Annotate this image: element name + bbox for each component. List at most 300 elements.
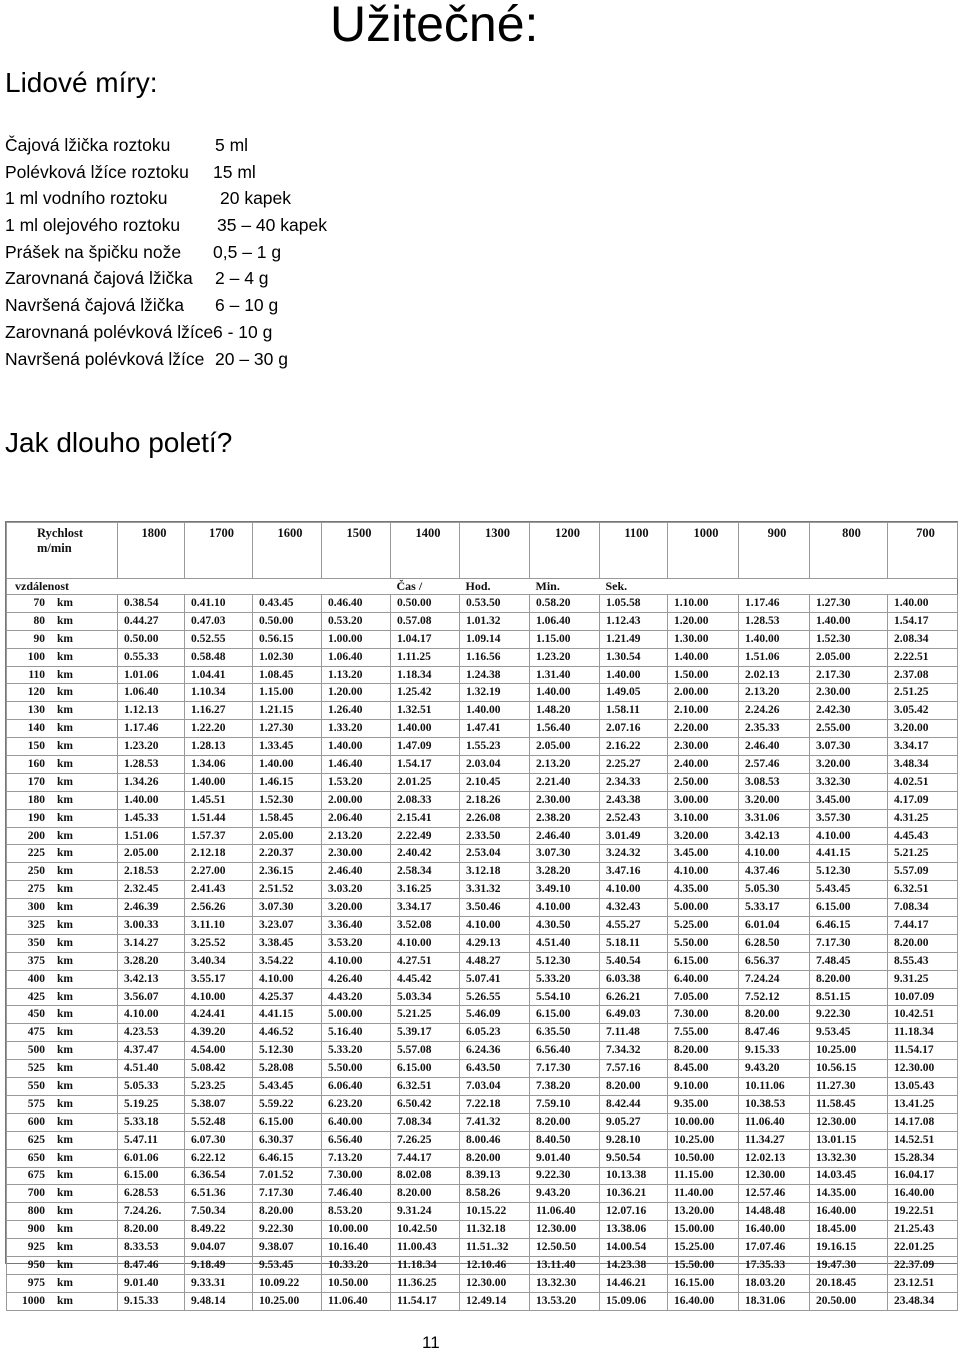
time-cell: 3.42.13	[118, 970, 185, 988]
distance-cell	[7, 952, 118, 970]
time-cell: 7.17.30	[253, 1185, 322, 1203]
time-cell: 8.47.46	[739, 1024, 810, 1042]
time-cell: 8.20.00	[391, 1185, 460, 1203]
distance-unit: km	[57, 1223, 73, 1236]
distance-cell	[7, 1024, 118, 1042]
time-cell: 6.23.20	[322, 1095, 391, 1113]
time-cell: 11.06.40	[322, 1292, 391, 1310]
time-cell: 2.38.20	[530, 809, 600, 827]
time-cell: 5.23.25	[185, 1078, 253, 1096]
table-row	[7, 1060, 958, 1078]
time-cell: 9.33.31	[185, 1274, 253, 1292]
time-cell: 19.16.15	[810, 1239, 888, 1257]
table-row	[7, 917, 958, 935]
time-cell: 12.30.00	[530, 1221, 600, 1239]
time-cell: 2.53.04	[460, 845, 530, 863]
time-cell: 5.47.11	[118, 1131, 185, 1149]
measure-row	[5, 346, 288, 373]
time-cell: 3.48.34	[888, 756, 958, 774]
time-cell: 15.00.00	[668, 1221, 739, 1239]
distance-cell	[7, 988, 118, 1006]
time-cell: 2.10.45	[460, 773, 530, 791]
time-cell: 3.20.00	[888, 720, 958, 738]
distance-unit: km	[57, 740, 73, 753]
time-cell: 1.58.11	[600, 702, 668, 720]
table-row	[7, 1274, 958, 1292]
time-cell: 10.07.09	[888, 988, 958, 1006]
time-cell: 4.10.00	[810, 827, 888, 845]
time-cell: 2.27.00	[185, 863, 253, 881]
time-cell: 16.40.00	[888, 1185, 958, 1203]
distance-value: 425	[27, 990, 45, 1003]
distance-value: 675	[27, 1169, 45, 1182]
time-cell: 5.52.48	[185, 1113, 253, 1131]
table-row	[7, 1239, 958, 1257]
distance-cell	[7, 899, 118, 917]
time-cell: 2.05.00	[810, 648, 888, 666]
distance-cell	[7, 630, 118, 648]
time-cell: 5.43.45	[810, 881, 888, 899]
time-cell: 9.01.40	[530, 1149, 600, 1167]
time-cell: 2.32.45	[118, 881, 185, 899]
time-cell: 1.02.30	[253, 648, 322, 666]
time-cell: 4.32.43	[600, 899, 668, 917]
time-cell: 2.52.43	[600, 809, 668, 827]
time-cell: 15.50.00	[668, 1256, 739, 1274]
measure-label: 1 ml vodního roztoku	[5, 188, 168, 209]
distance-value: 250	[27, 865, 45, 878]
distance-value: 375	[27, 954, 45, 967]
distance-value: 110	[28, 668, 45, 681]
time-cell: 9.43.20	[739, 1060, 810, 1078]
distance-unit: km	[57, 722, 73, 735]
distance-value: 550	[27, 1079, 45, 1092]
distance-unit: km	[57, 704, 73, 717]
time-cell: 3.53.20	[322, 934, 391, 952]
time-cell: 5.05.33	[118, 1078, 185, 1096]
distance-value: 80	[33, 614, 45, 627]
time-cell: 10.38.53	[739, 1095, 810, 1113]
time-cell: 1.04.17	[391, 630, 460, 648]
measure-row	[5, 212, 327, 239]
time-cell: 4.23.53	[118, 1024, 185, 1042]
time-cell: 8.40.50	[530, 1131, 600, 1149]
time-cell: 6.22.12	[185, 1149, 253, 1167]
distance-unit: km	[57, 1115, 73, 1128]
time-cell: 6.26.21	[600, 988, 668, 1006]
time-cell: 1.54.17	[391, 756, 460, 774]
time-cell: 4.51.40	[530, 934, 600, 952]
time-cell: 10.09.22	[253, 1274, 322, 1292]
time-cell: 11.06.40	[739, 1113, 810, 1131]
time-cell: 4.51.40	[118, 1060, 185, 1078]
time-cell: 1.06.40	[322, 648, 391, 666]
time-cell: 12.10.46	[460, 1256, 530, 1274]
time-cell: 7.55.00	[668, 1024, 739, 1042]
time-cell: 17.35.33	[739, 1256, 810, 1274]
time-cell: 7.01.52	[253, 1167, 322, 1185]
time-cell: 7.08.34	[888, 899, 958, 917]
time-cell: 2.40.00	[668, 756, 739, 774]
table-row	[7, 881, 958, 899]
time-cell: 2.13.20	[322, 827, 391, 845]
time-cell: 5.54.10	[530, 988, 600, 1006]
distance-value: 275	[27, 883, 45, 896]
time-cell: 8.20.00	[253, 1203, 322, 1221]
table-row	[7, 1078, 958, 1096]
time-cell: 5.25.00	[668, 917, 739, 935]
distance-cell	[7, 756, 118, 774]
distance-unit: km	[57, 1008, 73, 1021]
time-cell: 5.03.34	[391, 988, 460, 1006]
time-cell: 1.11.25	[391, 648, 460, 666]
time-cell: 4.46.52	[253, 1024, 322, 1042]
time-cell: 2.50.00	[668, 773, 739, 791]
distance-cell	[7, 934, 118, 952]
time-cell: 5.12.30	[530, 952, 600, 970]
time-cell: 3.07.30	[530, 845, 600, 863]
distance-value: 350	[27, 936, 45, 949]
time-cell: 1.27.30	[253, 720, 322, 738]
time-cell: 1.20.00	[322, 684, 391, 702]
speed-column-header: 800	[810, 523, 888, 579]
time-cell: 6.05.23	[460, 1024, 530, 1042]
time-cell: 2.22.49	[391, 827, 460, 845]
time-cell: 2.30.00	[530, 791, 600, 809]
min-header: Min.	[530, 579, 600, 595]
table-row	[7, 666, 958, 684]
time-cell: 2.05.00	[253, 827, 322, 845]
time-cell: 10.42.51	[888, 1006, 958, 1024]
time-cell: 7.17.30	[530, 1060, 600, 1078]
table-row	[7, 720, 958, 738]
time-cell: 3.32.30	[810, 773, 888, 791]
table-row	[7, 1113, 958, 1131]
time-cell: 0.44.27	[118, 612, 185, 630]
time-cell: 3.47.16	[600, 863, 668, 881]
time-cell: 2.51.52	[253, 881, 322, 899]
time-cell: 16.15.00	[668, 1274, 739, 1292]
time-cell: 1.16.56	[460, 648, 530, 666]
time-cell: 4.41.15	[810, 845, 888, 863]
time-cell: 1.05.58	[600, 595, 668, 613]
distance-value: 525	[27, 1062, 45, 1075]
measure-value: 6 - 10 g	[213, 321, 273, 342]
distance-cell	[7, 1060, 118, 1078]
time-cell: 3.45.00	[668, 845, 739, 863]
time-cell: 1.40.00	[460, 702, 530, 720]
time-cell: 2.13.20	[739, 684, 810, 702]
distance-value: 900	[27, 1223, 45, 1236]
time-cell: 2.56.26	[185, 899, 253, 917]
measure-value: 6 – 10 g	[215, 295, 279, 316]
time-cell: 10.11.06	[739, 1078, 810, 1096]
distance-cell	[7, 809, 118, 827]
time-cell: 1.57.37	[185, 827, 253, 845]
time-cell: 8.58.26	[460, 1185, 530, 1203]
time-cell: 2.05.00	[118, 845, 185, 863]
time-cell: 0.53.50	[460, 595, 530, 613]
time-cell: 3.56.07	[118, 988, 185, 1006]
time-cell: 2.12.18	[185, 845, 253, 863]
time-cell: 2.01.25	[391, 773, 460, 791]
time-cell: 9.10.00	[668, 1078, 739, 1096]
time-cell: 8.02.08	[391, 1167, 460, 1185]
time-cell: 4.37.47	[118, 1042, 185, 1060]
table-row	[7, 612, 958, 630]
time-cell: 1.52.30	[253, 791, 322, 809]
time-cell: 5.33.17	[739, 899, 810, 917]
time-cell: 1.15.00	[530, 630, 600, 648]
time-cell: 11.36.25	[391, 1274, 460, 1292]
time-cell: 1.46.15	[253, 773, 322, 791]
time-cell: 3.20.00	[739, 791, 810, 809]
time-cell: 2.55.00	[810, 720, 888, 738]
distance-cell	[7, 666, 118, 684]
time-cell: 1.40.00	[322, 738, 391, 756]
time-cell: 1.12.13	[118, 702, 185, 720]
time-cell: 2.40.42	[391, 845, 460, 863]
distance-unit: km	[57, 883, 73, 896]
time-cell: 7.08.34	[391, 1113, 460, 1131]
time-cell: 2.37.08	[888, 666, 958, 684]
time-cell: 4.45.42	[391, 970, 460, 988]
time-cell: 2.35.33	[739, 720, 810, 738]
table-row	[7, 1203, 958, 1221]
time-cell: 12.02.13	[739, 1149, 810, 1167]
time-cell: 13.38.06	[600, 1221, 668, 1239]
measure-value: 35 – 40 kapek	[217, 215, 327, 236]
time-cell: 10.15.22	[460, 1203, 530, 1221]
time-cell: 5.33.20	[530, 970, 600, 988]
time-cell: 2.02.13	[739, 666, 810, 684]
time-cell: 1.40.00	[668, 648, 739, 666]
time-cell: 18.31.06	[739, 1292, 810, 1310]
measure-row	[5, 132, 249, 159]
time-cell: 3.49.10	[530, 881, 600, 899]
time-cell: 21.25.43	[888, 1221, 958, 1239]
time-cell: 5.28.08	[253, 1060, 322, 1078]
time-cell: 4.10.00	[668, 863, 739, 881]
distance-unit: km	[57, 596, 73, 609]
time-cell: 0.50.00	[118, 630, 185, 648]
time-cell: 5.26.55	[460, 988, 530, 1006]
time-cell: 16.40.00	[810, 1203, 888, 1221]
distance-unit: km	[57, 918, 73, 931]
time-cell: 1.09.14	[460, 630, 530, 648]
time-cell: 8.20.00	[739, 1006, 810, 1024]
time-cell: 9.43.20	[530, 1185, 600, 1203]
time-cell: 12.30.00	[888, 1060, 958, 1078]
time-cell: 1.49.05	[600, 684, 668, 702]
time-cell: 11.06.40	[530, 1203, 600, 1221]
time-cell: 1.23.20	[530, 648, 600, 666]
time-cell: 1.22.20	[185, 720, 253, 738]
time-cell: 3.00.00	[668, 791, 739, 809]
time-cell: 5.12.30	[810, 863, 888, 881]
time-cell: 6.06.40	[322, 1078, 391, 1096]
time-cell: 12.30.00	[739, 1167, 810, 1185]
table-row	[7, 684, 958, 702]
distance-value: 975	[27, 1276, 45, 1289]
time-cell: 3.25.52	[185, 934, 253, 952]
measure-row	[5, 159, 256, 186]
measure-label: Čajová lžička roztoku	[5, 135, 171, 155]
time-cell: 6.56.37	[739, 952, 810, 970]
time-cell: 6.03.38	[600, 970, 668, 988]
distance-value: 950	[27, 1258, 45, 1271]
time-cell: 8.20.00	[600, 1078, 668, 1096]
time-cell: 6.43.50	[460, 1060, 530, 1078]
distance-unit: km	[57, 1241, 73, 1253]
measure-row	[5, 265, 269, 292]
time-cell: 1.51.06	[118, 827, 185, 845]
time-cell: 4.10.00	[253, 970, 322, 988]
time-cell: 3.07.30	[253, 899, 322, 917]
time-cell: 7.30.00	[322, 1167, 391, 1185]
time-cell: 18.03.20	[739, 1274, 810, 1292]
time-cell: 1.33.20	[322, 720, 391, 738]
table-row	[7, 791, 958, 809]
time-cell: 1.40.00	[118, 791, 185, 809]
measure-value: 20 – 30 g	[215, 348, 288, 369]
distance-unit: km	[57, 793, 73, 806]
time-cell: 22.01.25	[888, 1239, 958, 1257]
measure-value: 20 kapek	[220, 188, 292, 209]
time-cell: 3.36.40	[322, 917, 391, 935]
time-cell: 9.15.33	[739, 1042, 810, 1060]
time-cell: 7.44.17	[888, 917, 958, 935]
table-row	[7, 1292, 958, 1310]
time-cell: 4.55.27	[600, 917, 668, 935]
time-cell: 5.12.30	[253, 1042, 322, 1060]
distance-cell	[7, 738, 118, 756]
time-cell: 7.11.48	[600, 1024, 668, 1042]
section-heading-flight-time: Jak dlouho poletí?	[5, 427, 233, 458]
time-cell: 7.48.45	[810, 952, 888, 970]
distance-unit: km	[57, 811, 73, 824]
time-cell: 8.20.00	[460, 1149, 530, 1167]
distance-value: 130	[27, 704, 45, 717]
distance-cell	[7, 1042, 118, 1060]
time-cell: 9.22.30	[810, 1006, 888, 1024]
time-cell: 4.10.00	[118, 1006, 185, 1024]
time-cell: 14.48.48	[739, 1203, 810, 1221]
header-spacer	[739, 579, 810, 595]
time-cell: 1.48.20	[530, 702, 600, 720]
time-cell: 8.55.43	[888, 952, 958, 970]
time-cell: 7.38.20	[530, 1078, 600, 1096]
measure-value: 5 ml	[215, 135, 249, 155]
time-cell: 1.26.40	[322, 702, 391, 720]
distance-value: 200	[27, 829, 45, 842]
time-cell: 12.30.00	[810, 1113, 888, 1131]
measure-value: 0,5 – 1 g	[213, 241, 282, 262]
time-cell: 15.25.00	[668, 1239, 739, 1257]
time-cell: 17.07.46	[739, 1239, 810, 1257]
distance-cell	[7, 702, 118, 720]
distance-cell	[7, 612, 118, 630]
time-cell: 8.20.00	[530, 1113, 600, 1131]
time-cell: 0.43.45	[253, 595, 322, 613]
time-cell: 1.40.00	[888, 595, 958, 613]
time-cell: 3.42.13	[739, 827, 810, 845]
distance-value: 225	[27, 847, 45, 860]
table-row	[7, 702, 958, 720]
table-row	[7, 1185, 958, 1203]
distance-cell	[7, 773, 118, 791]
time-cell: 8.42.44	[600, 1095, 668, 1113]
time-cell: 1.17.46	[118, 720, 185, 738]
time-cell: 9.18.49	[185, 1256, 253, 1274]
time-cell: 1.18.34	[391, 666, 460, 684]
time-cell: 4.45.43	[888, 827, 958, 845]
time-cell: 5.19.25	[118, 1095, 185, 1113]
distance-unit: km	[57, 1187, 73, 1200]
table-row	[7, 1006, 958, 1024]
time-cell: 9.31.25	[888, 970, 958, 988]
time-cell: 1.51.44	[185, 809, 253, 827]
time-cell: 2.13.20	[530, 756, 600, 774]
time-cell: 1.40.00	[530, 684, 600, 702]
time-cell: 3.54.22	[253, 952, 322, 970]
table-row	[7, 863, 958, 881]
time-cell: 1.40.00	[810, 612, 888, 630]
table-row	[7, 1167, 958, 1185]
time-cell: 3.57.30	[810, 809, 888, 827]
time-cell: 12.57.46	[739, 1185, 810, 1203]
time-cell: 1.00.00	[322, 630, 391, 648]
time-cell: 1.56.40	[530, 720, 600, 738]
time-cell: 11.58.45	[810, 1095, 888, 1113]
time-cell: 10.25.00	[668, 1131, 739, 1149]
time-cell: 4.54.00	[185, 1042, 253, 1060]
time-cell: 1.23.20	[118, 738, 185, 756]
time-cell: 0.46.40	[322, 595, 391, 613]
time-cell: 3.16.25	[391, 881, 460, 899]
time-cell: 13.41.25	[888, 1095, 958, 1113]
time-cell: 6.07.30	[185, 1131, 253, 1149]
time-cell: 4.29.13	[460, 934, 530, 952]
distance-cell	[7, 648, 118, 666]
time-cell: 5.00.00	[322, 1006, 391, 1024]
time-cell: 6.15.00	[530, 1006, 600, 1024]
time-cell: 3.40.34	[185, 952, 253, 970]
distance-value: 575	[27, 1097, 45, 1110]
time-cell: 2.16.22	[600, 738, 668, 756]
time-cell: 9.38.07	[253, 1239, 322, 1257]
time-cell: 8.53.20	[322, 1203, 391, 1221]
time-cell: 1.28.53	[739, 612, 810, 630]
time-cell: 3.10.00	[668, 809, 739, 827]
time-cell: 6.15.00	[391, 1060, 460, 1078]
time-cell: 2.51.25	[888, 684, 958, 702]
time-cell: 6.01.04	[739, 917, 810, 935]
time-cell: 8.20.00	[668, 1042, 739, 1060]
time-cell: 1.58.45	[253, 809, 322, 827]
distance-value: 700	[27, 1187, 45, 1200]
time-cell: 9.48.14	[185, 1292, 253, 1310]
distance-value: 140	[27, 722, 45, 735]
distance-unit: km	[57, 1097, 73, 1110]
distance-cell	[7, 1113, 118, 1131]
time-cell: 1.04.41	[185, 666, 253, 684]
measure-label: Navršená čajová lžička	[5, 295, 184, 316]
hour-header: Hod.	[460, 579, 530, 595]
time-cell: 2.36.15	[253, 863, 322, 881]
distance-unit: km	[57, 668, 73, 681]
measure-label: Navršená polévková lžíce	[5, 348, 205, 369]
